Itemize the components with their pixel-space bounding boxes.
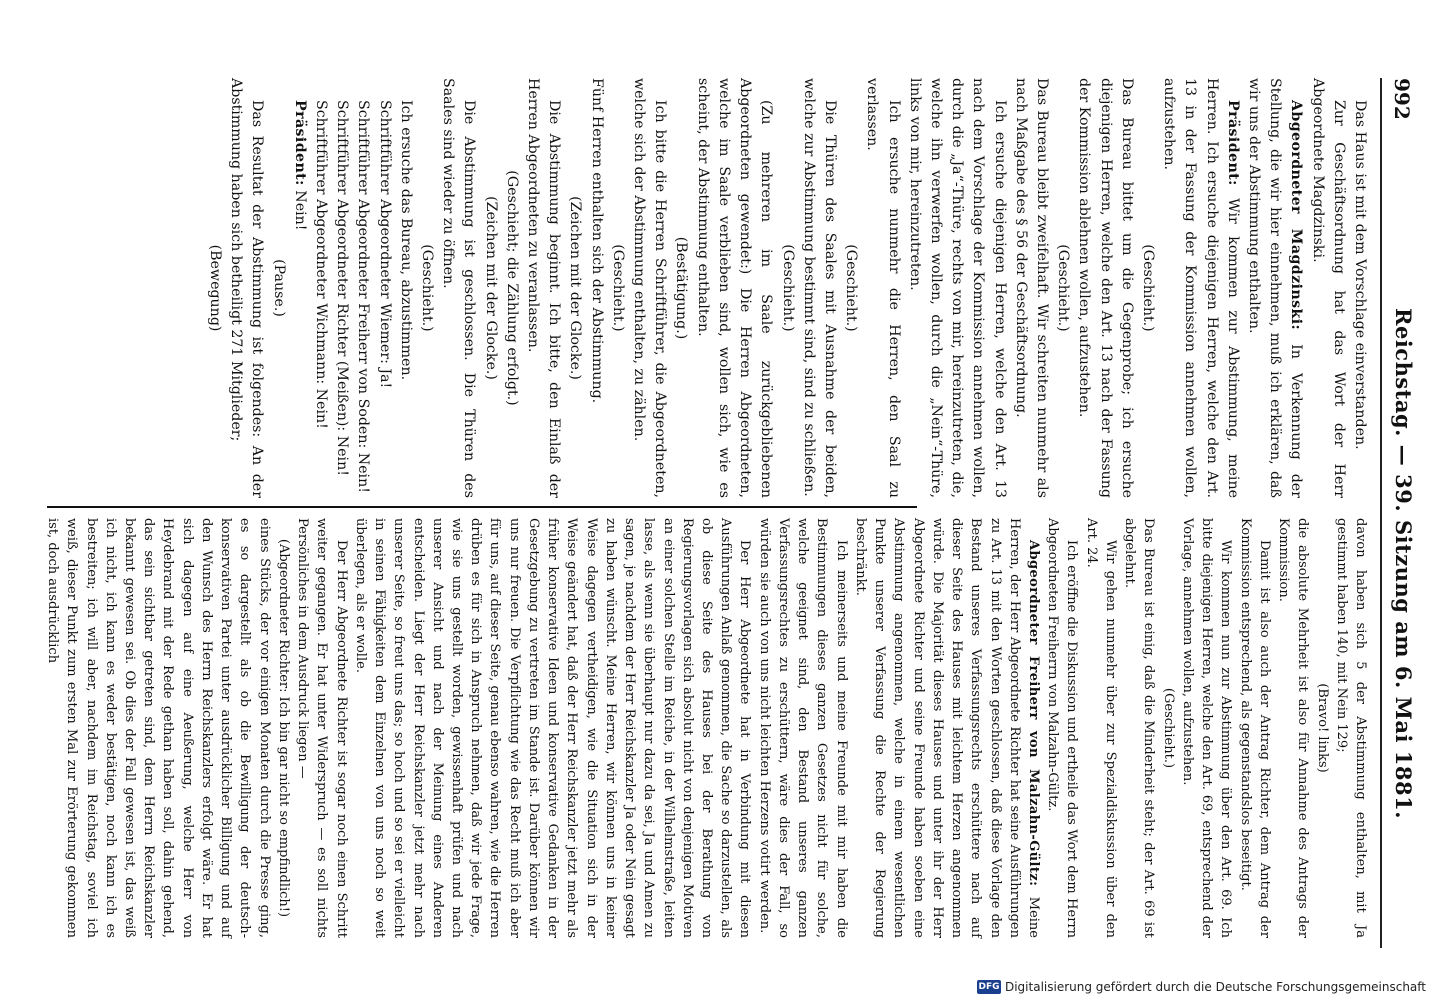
paragraph — [755, 518, 851, 938]
paragraph-text: (Geschieht.) — [609, 244, 626, 332]
left-column — [204, 78, 1370, 498]
header-rule — [1380, 78, 1382, 948]
stage-direction — [776, 78, 797, 498]
paragraph — [293, 518, 351, 938]
stage-direction — [1312, 518, 1331, 938]
stage-direction — [670, 78, 691, 498]
paragraph — [1043, 518, 1081, 938]
paragraph-text: die absolute Mehrheit ist also für Annahme des Antrags der Kommission. — [1276, 518, 1311, 938]
paragraph — [1274, 518, 1312, 938]
digitization-credit — [977, 980, 1426, 994]
paragraph-text: Ich eröffne die Diskussion und ertheile das Wort dem Herrn Abgeordneten Freiherrn von Malzahn-Gültz. — [1045, 518, 1080, 938]
paragraph — [373, 78, 394, 498]
paragraph-text: (Geschieht.) — [1160, 687, 1176, 769]
dfg-logo: DFG — [978, 982, 1000, 992]
paragraph-text: Wir kommen nun zur Abstimmung über den Art. 69. Ich bitte diejenigen Herren, welche den Art. 69, entsprechend der Vorlage, annehmen wollen, aufzustehen. — [1179, 518, 1234, 938]
paragraph — [437, 78, 479, 498]
paragraph — [395, 78, 416, 498]
paragraph — [352, 78, 373, 498]
paragraph-text: Ich ersuche diejenigen Herren, welche den Art. 13 nach dem Vorschlage der Kommission annehmen wollen, durch die „Ja“-Thüre, rechts von mir, hereinzutreten, die, welche ihn verwerfen wollen, durch die „Nein“-Thüre, links von mir, hereinzutreten. — [906, 78, 1008, 498]
paragraph-text: Ich meinerseits und meine Freunde mit mir haben die Bestimmungen dieses ganzen Gesetzes nicht für solche, welche geeignet sind, den Bestand unseres ganzen Verfassungsrechtes zu erschüttern, wäre dies der Fall, so würden sie auch von uns nicht leichten Herzens votirt werden. — [756, 518, 849, 938]
paragraph — [1332, 518, 1370, 938]
paragraph-text: Die Abstimmung ist geschlossen. Die Thüren des Saales sind wieder zu öffnen. — [440, 78, 478, 498]
paragraph-text: (Geschieht.) — [419, 244, 436, 332]
stage-direction — [479, 78, 500, 498]
paragraph-text: (Zeichen mit der Glocke.) — [482, 196, 499, 380]
paragraph-text: (Abgeordneter Richter: Ich bin gar nicht so empfindlich!) — [275, 538, 291, 918]
page-number: 992 — [1390, 78, 1414, 120]
column-divider — [47, 506, 917, 508]
speaker-name: Abgeordneter Magdzinski: — [1288, 100, 1305, 331]
speech-paragraph — [1243, 78, 1307, 498]
paragraph-text: Schriftführer Abgeordneter Freiherr von Soden: Nein! — [355, 100, 372, 493]
paragraph — [1178, 518, 1236, 938]
paragraph-text: Das Resultat der Abstimmung ist folgendes: An der Abstimmung haben sich betheiligt 271 Mitglieder; — [228, 78, 266, 498]
paragraph-text: Ich ersuche das Bureau, abzustimmen. — [397, 100, 414, 381]
paragraph — [1349, 78, 1370, 498]
paragraph — [692, 78, 777, 498]
paragraph-text: davon haben sich 5 der Abstimmung enthalten, mit Ja gestimmt haben 140, mit Nein 129; — [1333, 518, 1368, 938]
paragraph — [1081, 518, 1119, 938]
paragraph — [225, 78, 267, 498]
paragraph-text: (Geschieht.) — [1055, 244, 1072, 332]
paragraph-text: (Geschieht.) — [843, 244, 860, 332]
paragraph-text: Das Bureau bittet um die Gegenprobe; ich ersuche diejenigen Herren, welche den Art. 13 nach der Fassung der Kommission ablehnen wollen, aufzustehen. — [1076, 78, 1135, 498]
paragraph-text: Schriftführer Abgeordneter Wiemer: Ja! — [376, 100, 393, 389]
paragraph-text: (Pause.) — [270, 259, 287, 317]
paragraph-text: (Bestätigung.) — [673, 236, 690, 340]
paragraph — [310, 78, 331, 498]
credit-text: Digitalisierung gefördert durch die Deutsche Forschungsgemeinschaft — [1004, 980, 1426, 994]
paragraph — [522, 78, 564, 498]
paragraph-text: eines Stücks, der vor einigen Monaten durch die Presse ging, es so dargestellt als ob die Bewilligung der deutsch-konservativen Partei unter ausdrücklicher Billigung und auf den Wunsch des Herrn Reichskanzlers erfolgt wäre. Er hat sich dagegen auf eine Aeußerung, welche Herr von Heydebrand mit der Rede gethan haben soll, dahin gehend, das sein sichtbar getreten sind, dem Herrn Reichskanzler bekannt gewesen sei. Ob dies der Fall gewesen ist, das weiß ich nicht, ich kann es weder bestätigen, noch kann ich es bestreiten; ich will aber, nachdem im Reichstag, soviel ich weiß, dieser Punkt zum ersten Mal zur Erörterung gekommen ist, doch ausdrücklich — [45, 518, 272, 938]
paragraph — [628, 78, 670, 498]
paragraph-text: In Verkennung der Stellung, die wir hier einnehmen, muß ich erklären, daß wir uns der Abstimmung enthalten. — [1245, 78, 1305, 498]
paragraph — [798, 78, 840, 498]
paragraph-text: Das Bureau bleibt zweifelhaft. Wir schreiten nunmehr als nach Maßgabe des § 56 der Geschäftsordnung. — [1012, 78, 1050, 498]
paragraph-text: Schriftführer Abgeordneter Richter (Meißen): Nein! — [334, 100, 351, 476]
document-page — [20, 0, 1432, 1000]
paragraph-text: Der Herr Abgeordnete Richter ist sogar noch einen Schritt weiter gegangen. Er hat unter Widerspruch — es soll nichts Persönliches in dem Ausdruck liegen — — [295, 518, 349, 938]
speaker-name: Abgeordneter Freiherr von Malzahn-Gültz: — [1026, 540, 1042, 887]
speaker-name: Präsident: — [1224, 100, 1241, 186]
paragraph — [351, 518, 755, 938]
stage-direction — [564, 78, 585, 498]
stage-direction — [274, 518, 293, 938]
stage-direction — [607, 78, 628, 498]
paragraph-text: (Zeichen mit der Glocke.) — [567, 196, 584, 380]
right-column — [43, 518, 1370, 938]
paragraph-text: (Geschieht.) — [779, 244, 796, 332]
speech-paragraph — [1158, 78, 1243, 498]
paragraph — [1010, 78, 1052, 498]
stage-direction — [267, 78, 288, 498]
speech-paragraph — [851, 518, 1043, 938]
speech-paragraph — [289, 78, 310, 498]
speaker-name: Präsident: — [291, 100, 308, 186]
stage-direction — [840, 78, 861, 498]
stage-direction — [204, 78, 225, 498]
paragraph-text: Wir gehen nunmehr über zur Spezialdiskussion über den Art. 24. — [1083, 518, 1118, 938]
paragraph-text: Das Bureau ist einig, daß die Minderheit steht; der Art. 69 ist abgelehnt. — [1122, 518, 1157, 938]
paragraph — [1073, 78, 1137, 498]
paragraph-text: Der Herr Abgeordnete hat in Verbindung mit diesen Ausführungen Anlaß genommen, die Sache so darzustellen, als ob diese Seite des Hauses bei der Berathung von Regierungsvorlagen sich absolut nicht von denjenigen Motiven an einer solchen Stelle im Reiche, in der Wilhelmstraße, leiten lasse, als wenn sie überhaupt nur dazu da sei, Ja und Amen zu sagen, je nachdem der Herr Reichskanzler Ja oder Nein gesagt zu haben wünscht. Meine Herren, wir können uns in keiner Weise dagegen vertheidigen, wie die Situation sich in der Weise geändert hat, daß der Herr Reichskanzler jetzt mehr als früher konservative Ideen und konservative Gedanken in der Gesetzgebung zu vertreten im Stande ist. Darüber können wir uns nur freuen. Die Verpflichtung wie das Recht muß ich aber für uns, auf dieser Seite, genau ebenso wahren, wie die Herren drüben es für sich in Anspruch nehmen, daß wir jede Frage, wie sie uns gestellt worden, gewissenhaft prüfen und nach unserer Ansicht und nach der Meinung eines Anderen entscheiden. Liegt der Herr Reichskanzler jetzt mehr nach unserer Seite, so freut uns das; so hoch und so sei er vielleicht in seinen Fähigkeiten dem Einzelnen von uns noch so weit überlegen, als er wolle. — [352, 518, 753, 938]
paragraph-text: Damit ist also auch der Antrag Richter, dem Antrag der Kommission entsprechend, als gegenstandslos beseitigt. — [1237, 518, 1272, 938]
paragraph — [861, 78, 903, 498]
paragraph-text: Die Thüren des Saales mit Ausnahme der beiden, welche zur Abstimmung bestimmt sind, sind zu schließen. — [800, 78, 838, 498]
paragraph-text: Das Haus ist mit dem Vorschlage einverstanden. — [1352, 100, 1368, 450]
paragraph — [1235, 518, 1273, 938]
stage-direction — [416, 78, 437, 498]
page-header — [1384, 78, 1422, 938]
paragraph — [1306, 78, 1348, 498]
paragraph-text: (Zu mehreren im Saale zurückgebliebenen Abgeordneten gewendet:) Die Herren Abgeordneten, welche im Saale verblieben sind, wollen sich, wie es scheint, der Abstimmung enthalten. — [694, 78, 775, 498]
paragraph-text: (Bravo! links) — [1314, 683, 1330, 773]
paragraph-text: Nein! — [291, 185, 308, 231]
paragraph — [331, 78, 352, 498]
paragraph-text: (Geschieht.) — [1139, 244, 1156, 332]
stage-direction — [1158, 518, 1177, 938]
paragraph-text: Schriftführer Abgeordneter Wichmann: Nein! — [313, 100, 330, 429]
paragraph-text: Zur Geschäftsordnung hat das Wort der Herr Abgeordnete Magdzinski. — [1309, 78, 1347, 498]
paragraph-text: Die Abstimmung beginnt. Ich bitte, den Einlaß der Herren Abgeordneten zu veranlassen. — [525, 78, 563, 498]
paragraph-text: (Bewegung) — [207, 244, 224, 332]
stage-direction — [1052, 78, 1073, 498]
paragraph-text: Ich bitte die Herren Schriftführer, die Abgeordneten, welche sich der Abstimmung enthalten, zu zählen. — [631, 78, 669, 498]
paragraph-text: (Geschieht; die Zählung erfolgt.) — [503, 170, 520, 406]
stage-direction — [1137, 78, 1158, 498]
paragraph — [585, 78, 606, 498]
paragraph — [1120, 518, 1158, 938]
paragraph — [43, 518, 274, 938]
paragraph — [904, 78, 1010, 498]
paragraph-text: Ich ersuche nunmehr die Herren, den Saal zu verlassen. — [864, 78, 902, 498]
paragraph-text: Fünf Herren enthalten sich der Abstimmung. — [588, 78, 605, 404]
running-title: Reichstag. — 39. Sitzung am 6. Mai 1881. — [1391, 308, 1416, 820]
paragraph-text: Wir kommen zur Abstimmung, meine Herren. Ich ersuche diejenigen Herren, welche den Art. 13 in der Fassung der Kommission annehmen wollen, aufzustehen. — [1161, 78, 1241, 498]
stage-direction — [501, 78, 522, 498]
paragraph-text: Meine Herren, der Herr Abgeordnete Richter hat seine Ausführungen zu Art. 13 mit den Worten geschlossen, daß diese Vorlage den Bestand unseres Verfassungsrechts erschüttere nach auf dieser Seite des Hauses mit leichtem Herzen angenommen würde. Die Majorität dieses Hauses und unter ihr der Herr Abgeordnete Richter und seine Freunde haben soeben eine Abstimmung angenommen, welche in einem wesentlichen Punkte unserer Verfassung die Rechte der Regierung beschränkt. — [852, 518, 1042, 938]
